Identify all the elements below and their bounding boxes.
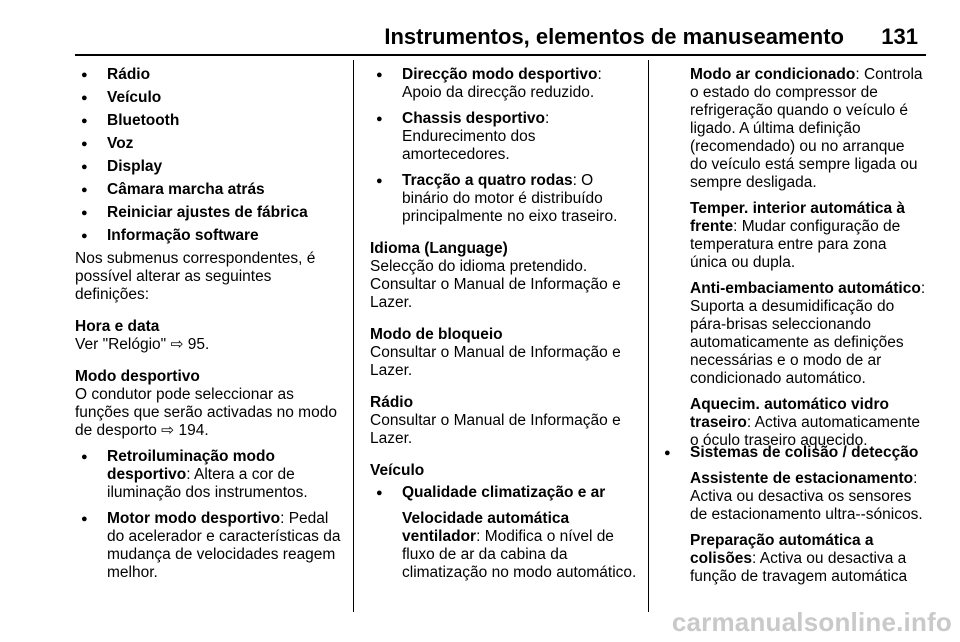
option-term: Aquecim. automático vidro traseiro — [690, 396, 889, 431]
sport-mode-options — [75, 448, 343, 582]
option-term: Modo ar condicionado — [690, 66, 856, 83]
vehicle-options — [370, 484, 638, 582]
option-desc: : Pedal do acelerador e características da mudança de velocidades reagem melhor. — [107, 510, 341, 581]
option-entry — [402, 510, 638, 582]
section-modo-bloqueio — [370, 326, 638, 380]
option-desc: : O binário do motor é distribuído principalmente no eixo traseiro. — [402, 172, 618, 225]
column-3 — [690, 66, 926, 450]
list-item — [658, 444, 926, 586]
header-divider — [75, 54, 926, 56]
page-header — [0, 0, 960, 55]
list-item — [370, 110, 638, 164]
option-term: ● Sistemas de colisão / detecção — [690, 444, 919, 461]
list-item: ● Voz — [75, 135, 343, 153]
list-item — [370, 172, 638, 226]
section-text: O condutor pode seleccionar as funções que serão activadas no modo de desporto ⇨ 194. — [75, 386, 337, 439]
option-desc: : Endurecimento dos amortecedores. — [402, 110, 550, 163]
column-divider-2 — [648, 60, 649, 612]
list-item: ● Display — [75, 158, 343, 176]
submenu-list — [75, 66, 343, 245]
option-desc: : Apoio da direcção reduzido. — [402, 66, 602, 101]
option-term: Velocidade automática ventilador — [402, 510, 570, 545]
collision-options — [658, 444, 926, 586]
section-veiculo — [370, 462, 638, 582]
option-entry — [690, 470, 926, 524]
section-text: Consultar o Manual de Informação e Lazer. — [370, 412, 621, 447]
list-item — [75, 448, 343, 502]
section-radio — [370, 394, 638, 448]
list-item — [75, 510, 343, 582]
option-desc: : Controla o estado do compressor de refrigeração quando o veículo é ligado. A última definição (recomendado) ou no arranque do veículo está sempre ligada ou sempre desligada. — [690, 66, 923, 191]
option-entry — [690, 532, 926, 586]
option-entry — [690, 200, 926, 272]
list-item: ● Reiniciar ajustes de fábrica — [75, 204, 343, 222]
section-text: Selecção do idioma pretendido. Consultar o Manual de Informação e Lazer. — [370, 258, 621, 311]
option-desc: : Activa ou desactiva a função de travagem automática — [690, 550, 908, 585]
collision-section — [658, 444, 926, 586]
option-term: ● Qualidade climatização e ar — [402, 484, 606, 501]
option-term: Temper. interior automática à frente — [690, 200, 906, 235]
option-desc: : Mudar configuração de temperatura entre para zona única ou dupla. — [690, 218, 901, 271]
column-divider-1 — [353, 60, 354, 612]
option-term: Retroiluminação modo desportivo — [107, 448, 275, 483]
list-item: ● Informação software — [75, 227, 343, 245]
list-item — [370, 484, 638, 582]
option-entry — [690, 66, 926, 192]
page-number: 131 — [881, 24, 918, 49]
list-item: ● Veículo — [75, 89, 343, 107]
page-title: Instrumentos, elementos de manuseamento — [384, 24, 844, 49]
list-item — [370, 66, 638, 102]
section-hora-data — [75, 318, 343, 354]
option-desc: : Activa ou desactiva os sensores de estacionamento ultra--sónicos. — [690, 470, 923, 523]
option-term: Direcção modo desportivo — [402, 66, 598, 83]
option-desc: : Activa automaticamente o óculo traseiro aquecido. — [690, 414, 921, 449]
section-heading: Modo de bloqueio — [370, 326, 503, 343]
option-term: Preparação automática a colisões — [690, 532, 874, 567]
column-1 — [75, 66, 343, 590]
section-heading: Hora e data — [75, 318, 160, 335]
section-modo-desportivo — [75, 368, 343, 582]
option-entry — [690, 280, 926, 388]
option-term: Assistente de estacionamento — [690, 470, 914, 487]
option-term: Tracção a quatro rodas — [402, 172, 573, 189]
list-item: ● Bluetooth — [75, 112, 343, 130]
option-term: Motor modo desportivo — [107, 510, 281, 527]
section-heading: Modo desportivo — [75, 368, 200, 385]
section-heading: Veículo — [370, 462, 425, 479]
option-term: Chassis desportivo — [402, 110, 545, 127]
option-desc: : Suporta a desumidificação do pára-brisas seleccionando automaticamente as definições necessárias e o modo de ar condicionado automático. — [690, 280, 926, 387]
option-desc: : Altera a cor de iluminação dos instrumentos. — [107, 466, 308, 501]
option-entry — [690, 396, 926, 450]
option-term: Anti-embaciamento automático — [690, 280, 921, 297]
section-heading: Idioma (Language) — [370, 240, 508, 257]
section-text: Ver "Relógio" ⇨ 95. — [75, 336, 210, 353]
intro-paragraph: Nos submenus correspondentes, é possível alterar as seguintes definições: — [75, 250, 316, 303]
section-idioma — [370, 240, 638, 312]
list-item: ● Rádio — [75, 66, 343, 84]
section-text: Consultar o Manual de Informação e Lazer. — [370, 344, 621, 379]
sport-mode-options-cont — [370, 66, 638, 226]
option-desc: : Modifica o nível de fluxo de ar da cabina da climatização no modo automático. — [402, 528, 637, 581]
list-item: ● Câmara marcha atrás — [75, 181, 343, 199]
section-heading: Rádio — [370, 394, 414, 411]
column-2 — [370, 66, 638, 582]
watermark: carmanualsonline.info — [671, 607, 952, 637]
